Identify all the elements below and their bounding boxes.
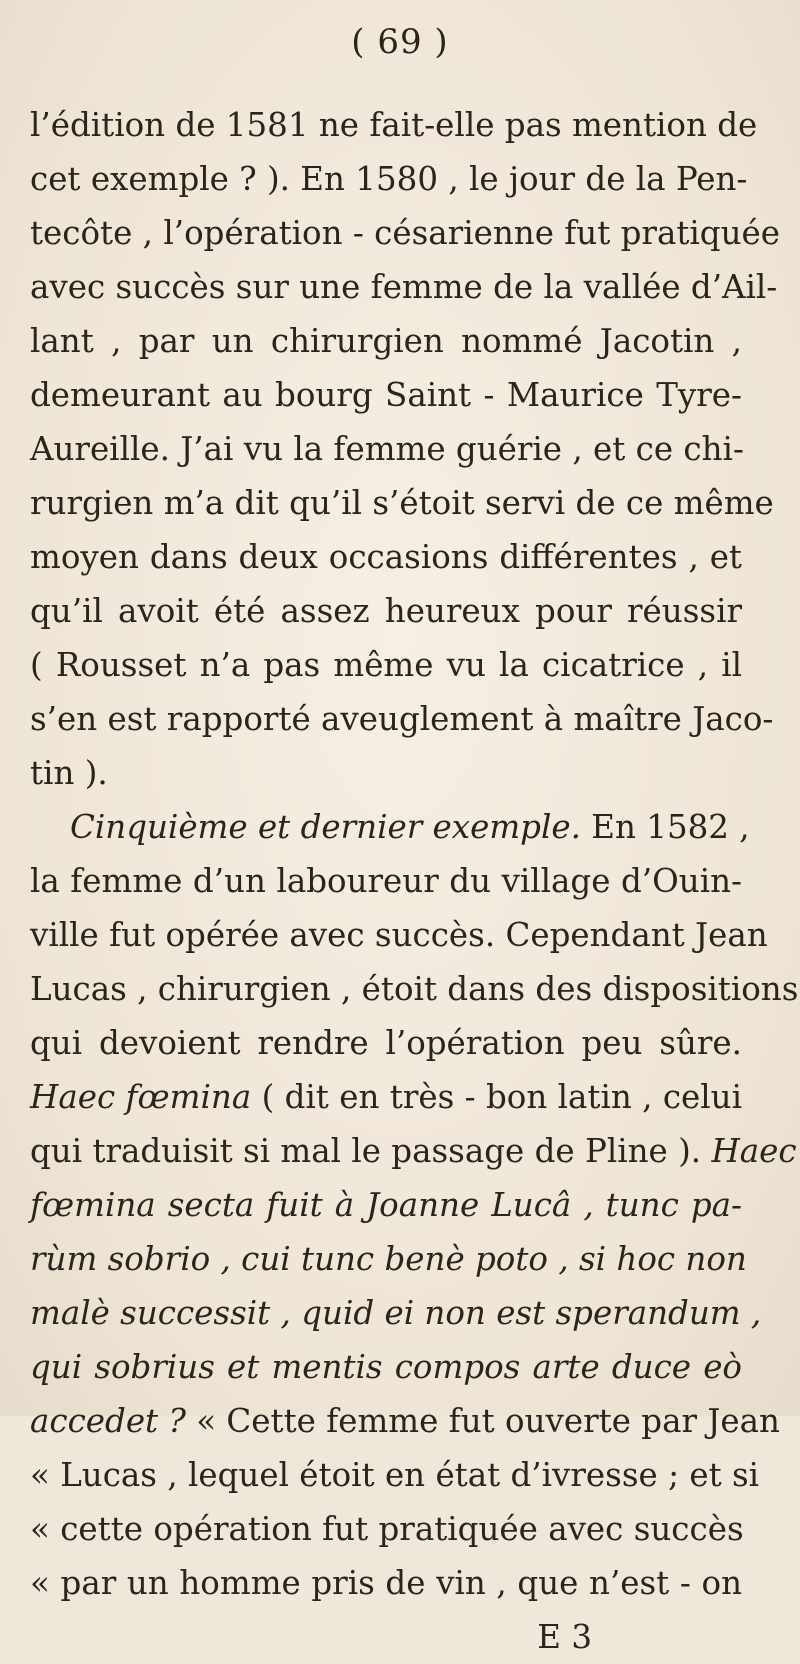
text-line [30,584,742,638]
text-span: tin ). [30,754,108,792]
text-line [30,962,799,1016]
text-span: avec succès sur une femme de la vallée d’Ail- [30,268,778,306]
text-line [30,1016,742,1070]
text-span: Lucas , chirurgien , étoit dans des dispositions [30,970,799,1008]
text-span: l’édition de 1581 ne fait-elle pas mention de [30,106,758,144]
text-line [30,98,758,152]
text-span: ( dit en très - bon latin , celui [251,1078,742,1116]
text-span: rùm sobrio , cui tunc benè poto , si hoc non [30,1240,747,1278]
text-span: Haec fœmina [30,1078,252,1116]
text-span: accedet ? [30,1402,186,1440]
text-span: lant , par un chirurgien nommé Jacotin , [30,322,742,360]
catchword: E 3 [537,1618,592,1656]
text-line [30,1232,747,1286]
text-span: fœmina secta fuit à Joanne Lucâ , tunc pa- [30,1186,742,1224]
text-span: qu’il avoit été assez heureux pour réussir [30,592,742,630]
text-line [30,800,750,854]
text-span: tecôte , l’opération - césarienne fut pratiquée [30,214,780,252]
text-line [30,638,742,692]
text-span: « Cette femme fut ouverte par Jean [185,1402,780,1440]
page-number: ( 69 ) [351,22,449,62]
text-line [30,1286,762,1340]
text-line [30,1340,742,1394]
text-span: « Lucas , lequel étoit en état d’ivresse ; et si [30,1456,760,1494]
text-span: s’en est rapporté aveuglement à maître Jaco- [30,700,774,738]
text-span: En 1582 , [580,808,750,846]
text-line [30,1070,742,1124]
text-line [30,422,742,476]
text-span: « par un homme pris de vin , que n’est - on [30,1564,742,1602]
text-line [30,152,748,206]
text-line [30,692,774,746]
text-span: moyen dans deux occasions différentes , et [30,538,742,576]
text-line [30,476,774,530]
text-line [30,1448,760,1502]
text-span: qui devoient rendre l’opération peu sûre. [30,1024,742,1062]
body-text [30,98,799,1664]
text-span: cet exemple ? ). En 1580 , le jour de la Pen- [30,160,748,198]
text-span: demeurant au bourg Saint - Maurice Tyre- [30,376,742,414]
text-line [30,1178,742,1232]
text-span: qui sobrius et mentis compos arte duce eò [30,1348,742,1386]
text-line [30,206,780,260]
text-span: ( Rousset n’a pas même vu la cicatrice , il [30,646,742,684]
text-span: ville fut opérée avec succès. Cependant Jean [30,916,768,954]
text-line [30,1124,797,1178]
text-span: la femme d’un laboureur du village d’Ouin- [30,862,742,900]
text-span: qui traduisit si mal le passage de Pline ). [30,1132,712,1170]
text-span: Haec [711,1132,797,1170]
text-line [30,368,742,422]
text-line [30,260,778,314]
text-span: « cette opération fut pratiquée avec succès [30,1510,744,1548]
text-span: rurgien m’a dit qu’il s’étoit servi de ce même [30,484,774,522]
text-line [30,1394,780,1448]
text-span: Cinquième et dernier exemple. [70,808,581,846]
text-line [30,908,768,962]
text-line [30,746,742,800]
text-line [30,314,742,368]
text-line [30,1556,742,1610]
text-line [30,1502,742,1556]
text-span: Aureille. J’ai vu la femme guérie , et ce chi- [30,430,744,468]
text-line [30,854,742,908]
text-span: malè successit , quid ei non est sperandum , [30,1294,762,1332]
text-line [30,530,742,584]
